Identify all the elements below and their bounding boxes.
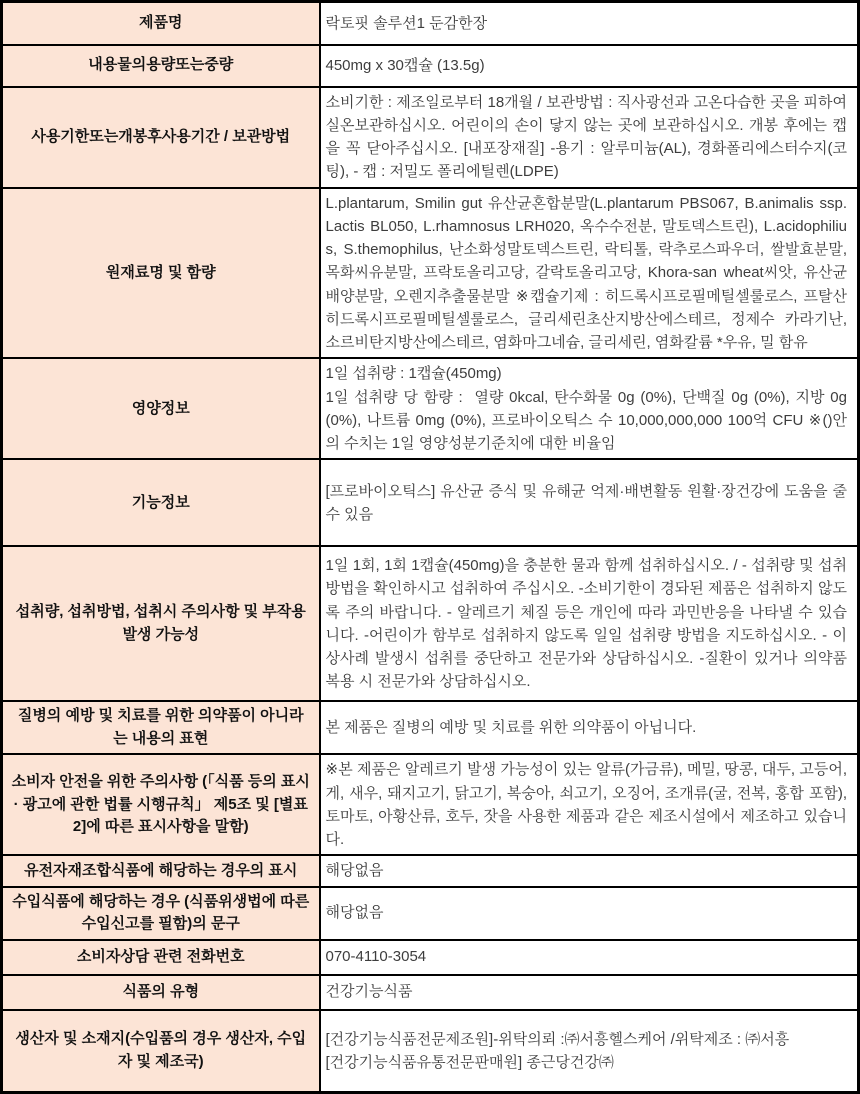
table-row — [2, 975, 859, 1010]
row-value-nutrition-info: 1일 섭취량 : 1캡슐(450mg) 1일 섭취량 당 함량 : 열량 0kcal, 탄수화물 0g (0%), 단백질 0g (0%), 지방 0g (0%), 나트륨 0mg (0%), 프로바이오틱스 수 10,000,000,000 100억 CFU ※()안의 수치는 1일 영양성분기준치에 대한 비율임 — [320, 358, 859, 459]
row-label-imported-food: 수입식품에 해당하는 경우 (식품위생법에 따른 수입신고를 필함)의 문구 — [2, 887, 320, 940]
row-label-function-info: 기능정보 — [2, 459, 320, 546]
row-label-not-medicine: 질병의 예방 및 치료를 위한 의약품이 아니라는 내용의 표현 — [2, 701, 320, 754]
row-label-expiry-storage: 사용기한또는개봉후사용기간 / 보관방법 — [2, 87, 320, 188]
table-row — [2, 188, 859, 359]
row-value-net-content: 450mg x 30캡슐 (13.5g) — [320, 45, 859, 87]
row-value-consumer-phone: 070-4110-3054 — [320, 940, 859, 975]
table-row — [2, 459, 859, 546]
row-label-product-name: 제품명 — [2, 2, 320, 45]
row-label-nutrition-info: 영양정보 — [2, 358, 320, 459]
row-value-function-info: [프로바이오틱스] 유산균 증식 및 유해균 억제·배변활동 원활·장건강에 도움을 줄 수 있음 — [320, 459, 859, 546]
row-label-gmo: 유전자재조합식품에 해당하는 경우의 표시 — [2, 855, 320, 886]
row-value-food-type: 건강기능식품 — [320, 975, 859, 1010]
table-row — [2, 1010, 859, 1093]
row-value-not-medicine: 본 제품은 질병의 예방 및 치료를 위한 의약품이 아닙니다. — [320, 701, 859, 754]
row-label-intake-method: 섭취량, 섭취방법, 섭취시 주의사항 및 부작용 발생 가능성 — [2, 546, 320, 701]
row-label-consumer-safety: 소비자 안전을 위한 주의사항 (「식품 등의 표시 · 광고에 관한 법률 시행규칙」 제5조 및 [별표 2]에 따른 표시사항을 말함) — [2, 754, 320, 855]
row-value-expiry-storage: 소비기한 : 제조일로부터 18개월 / 보관방법 : 직사광선과 고온다습한 곳을 피하여 실온보관하십시오. 어린이의 손이 닿지 않는 곳에 보관하십시오. 개봉 후에는 캡을 꼭 닫아주십시오. [내포장재질] -용기 : 알루미늄(AL), 경화폴리에스터수지(코팅), - 캡 : 저밀도 폴리에틸렌(LDPE) — [320, 87, 859, 188]
table-row — [2, 940, 859, 975]
row-value-consumer-safety: ※본 제품은 알레르기 발생 가능성이 있는 알류(가금류), 메밀, 땅콩, 대두, 고등어, 게, 새우, 돼지고기, 닭고기, 복숭아, 쇠고기, 오징어, 조개류(굴, 전복, 홍합 포함), 토마토, 아황산류, 호두, 잣을 사용한 제품과 같은 제조시설에서 제조하고 있습니다. — [320, 754, 859, 855]
table-row — [2, 87, 859, 188]
row-value-ingredients: L.plantarum, Smilin gut 유산균혼합분말(L.plantarum PBS067, B.animalis ssp. Lactis BL050, L.rhamnosus LRH020, 옥수수전분, 말토덱스트린), L.acidophilius, S.themophilus, 난소화성말토덱스트린, 락티톨, 락추로스파우더, 쌀발효분말, 목화씨유분말, 프락토올리고당, 갈락토올리고당, Khora-san wheat씨앗, 유산균배양분말, 오렌지추출물분말 ※캡슐기제 : 히드록시프로필메틸셀룰로스, 프탈산히드록시프로필메틸셀룰로스, 글리세린초산지방산에스테르, 정제수 카라기난, 소르비탄지방산에스테르, 염화마그네슘, 글리세린, 염화칼륨 *우유, 밀 함유 — [320, 188, 859, 359]
row-label-ingredients: 원재료명 및 함량 — [2, 188, 320, 359]
table-row — [2, 701, 859, 754]
row-value-manufacturer: [건강기능식품전문제조원]-위탁의뢰 :㈜서흥헬스케어 /위탁제조 : ㈜서흥 [건강기능식품유통전문판매원] 종근당건강㈜ — [320, 1010, 859, 1093]
table-row — [2, 2, 859, 45]
table-row — [2, 855, 859, 886]
row-label-food-type: 식품의 유형 — [2, 975, 320, 1010]
row-value-imported-food: 해당없음 — [320, 887, 859, 940]
table-row — [2, 358, 859, 459]
row-value-intake-method: 1일 1회, 1회 1캡슐(450mg)을 충분한 물과 함께 섭취하십시오. / - 섭취량 및 섭취방법을 확인하시고 섭취하여 주십시오. -소비기한이 경돠된 제품은 섭취하지 않도록 주의 바랍니다. - 알레르기 체질 등은 개인에 따라 과민반응을 나타낼 수 있습니다. -어린이가 함부로 섭취하지 않도록 일일 섭취량 방법을 지도하십시오. - 이상사례 발생시 섭취를 중단하고 전문가와 상담하십시오. -질환이 있거나 의약품 복용 시 전문가와 상담하십시오. — [320, 546, 859, 701]
table-row — [2, 887, 859, 940]
row-value-product-name: 락토핏 솔루션1 둔감한장 — [320, 2, 859, 45]
row-value-gmo: 해당없음 — [320, 855, 859, 886]
table-row — [2, 45, 859, 87]
row-label-manufacturer: 생산자 및 소재지(수입품의 경우 생산자, 수입자 및 제조국) — [2, 1010, 320, 1093]
table-row — [2, 754, 859, 855]
row-label-consumer-phone: 소비자상담 관련 전화번호 — [2, 940, 320, 975]
row-label-net-content: 내용물의용량또는중량 — [2, 45, 320, 87]
table-row — [2, 546, 859, 701]
product-info-rows — [2, 2, 859, 1093]
